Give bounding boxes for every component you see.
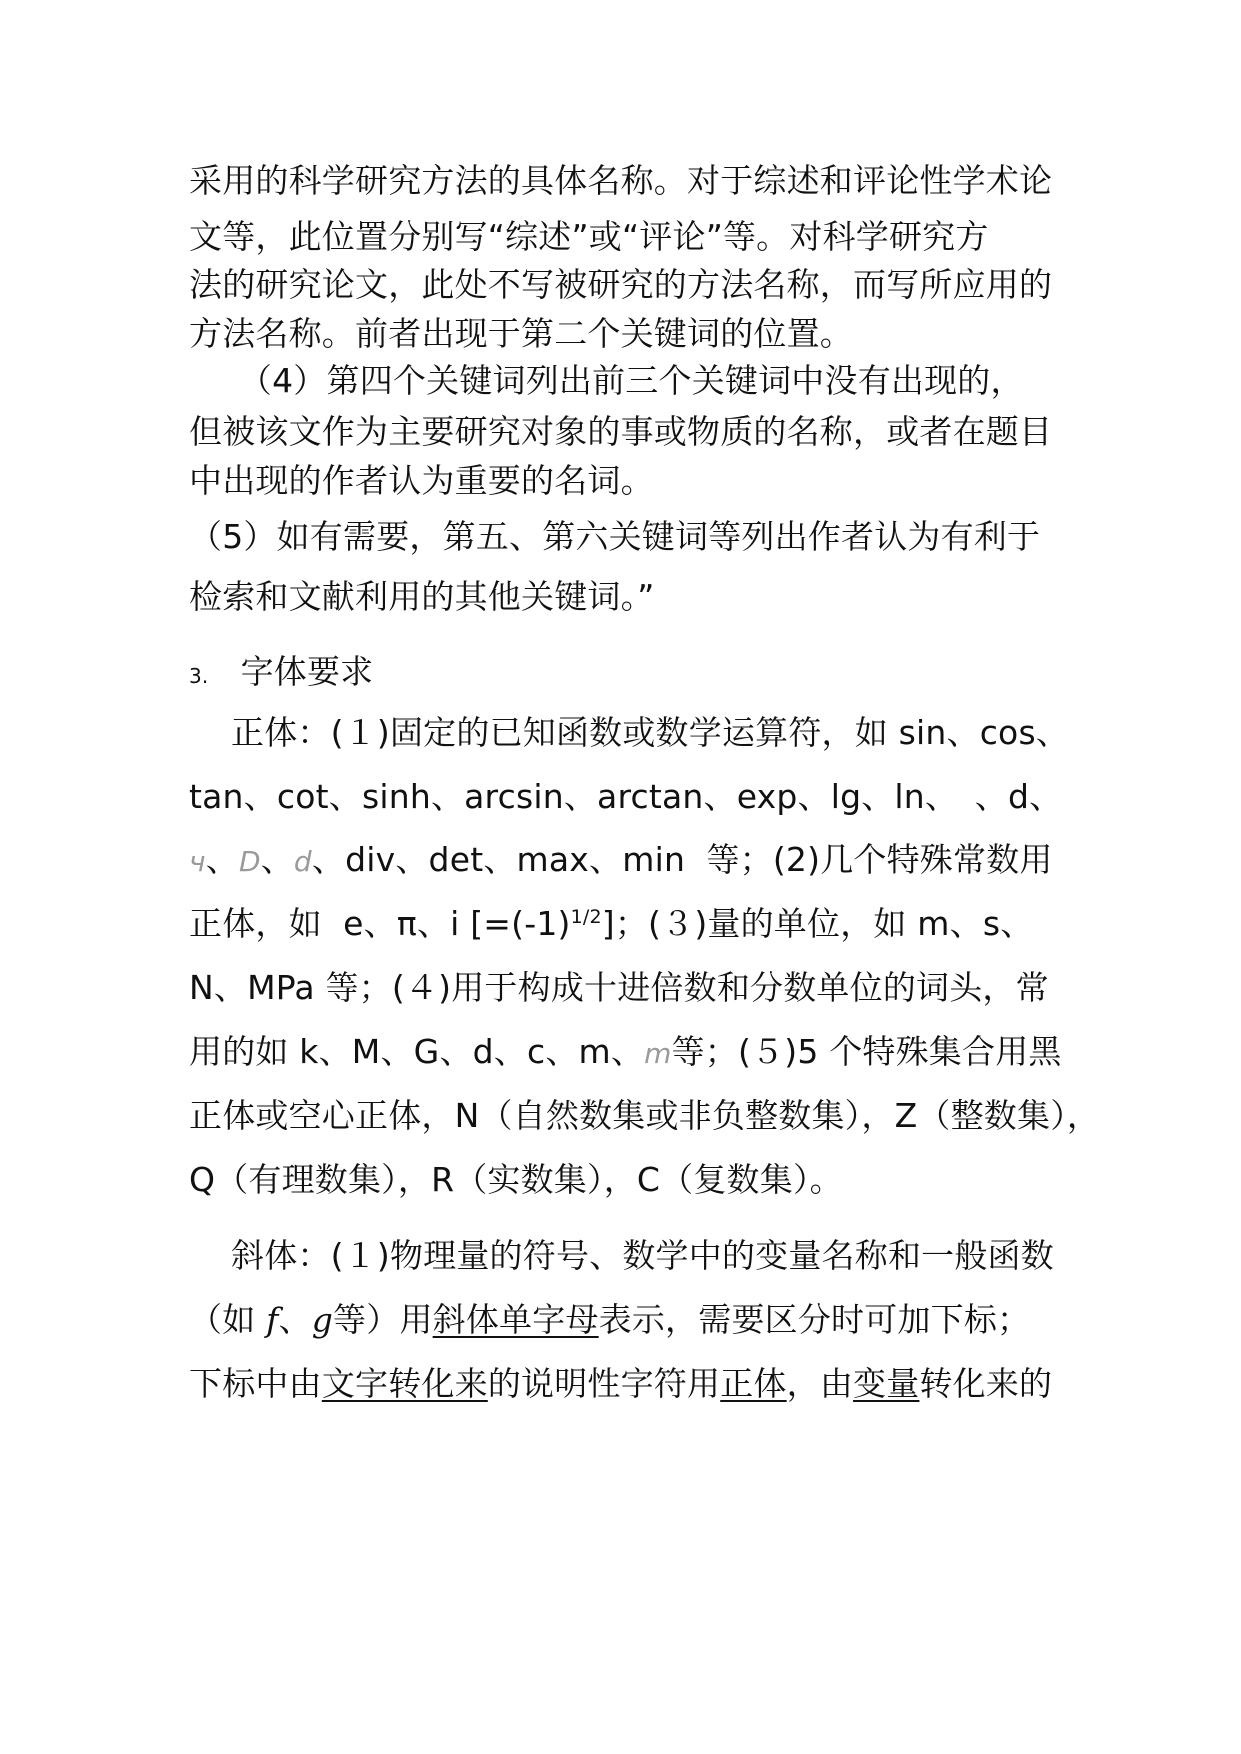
underlined-term: 斜体单字母 <box>432 1300 599 1339</box>
section-heading <box>189 652 1059 696</box>
underlined-term: 正体 <box>720 1364 787 1403</box>
paragraph-line: （如 f、g等）用斜体单字母表示，需要区分时可加下标； <box>189 1300 1031 1339</box>
underlined-term: 变量 <box>853 1364 920 1403</box>
paragraph-line: 斜体：(１)物理量的符号、数学中的变量名称和一般函数 <box>231 1236 1054 1275</box>
paragraph-line: 正体或空心正体，N（自然数集或非负整数集），Z（整数集）， <box>189 1096 1101 1135</box>
paragraph-line: Q（有理数集），R（实数集），C（复数集）。 <box>189 1160 843 1199</box>
paragraph-line: 法的研究论文，此处不写被研究的方法名称，而写所应用的 <box>189 265 1053 304</box>
paragraph-line: N、MPa 等；(４)用于构成十进倍数和分数单位的词头，常 <box>189 968 1049 1007</box>
underlined-term: 文字转化来 <box>321 1364 488 1403</box>
paragraph-line: tan、cot、sinh、arcsin、arctan、exp、lg、ln、 、d、 <box>189 777 1063 816</box>
paragraph-line: 文等，此位置分别写“综述”或“评论”等。对科学研究方 <box>189 217 989 256</box>
superscript: 1/2 <box>570 906 602 928</box>
paragraph-line: （5）如有需要，第五、第六关键词等列出作者认为有利于 <box>189 517 1041 556</box>
symbol-glyph: ч <box>189 845 206 878</box>
section-number: 3. <box>189 664 209 688</box>
paragraph-line: 正体：(１)固定的已知函数或数学运算符，如 sin、cos、 <box>231 713 1070 752</box>
paragraph-line: 正体，如 e、π、i $[=(-1)^{1/2}]$；(３)量的单位，如 m、s、 <box>189 904 1034 943</box>
symbol-glyph: m <box>644 1037 672 1070</box>
symbol-glyph: D <box>238 845 261 878</box>
paragraph-line: 用的如 k、M、G、d、c、m、m等；(５)5 个特殊集合用黑 <box>189 1032 1062 1071</box>
italic-letter: g <box>311 1300 334 1339</box>
paragraph-line: 检索和文献利用的其他关键词。” <box>189 577 655 616</box>
paragraph-line: 采用的科学研究方法的具体名称。对于综述和评论性学术论 <box>189 161 1053 200</box>
paragraph-line: 下标中由文字转化来的说明性字符用正体，由变量转化来的 <box>189 1364 1053 1403</box>
paragraph-line: 方法名称。前者出现于第二个关键词的位置。 <box>189 314 853 353</box>
paragraph-line: 中出现的作者认为重要的名词。 <box>189 461 654 500</box>
paragraph-line: ч、D、d、div、det、max、min 等；(2)几个特殊常数用 <box>189 840 1053 879</box>
italic-letter: f <box>266 1300 279 1339</box>
symbol-glyph: d <box>293 845 312 878</box>
section-title: 字体要求 <box>240 652 374 691</box>
paragraph-line: （4）第四个关键词列出前三个关键词中没有出现的， <box>189 361 1024 400</box>
paragraph-line: 但被该文作为主要研究对象的事或物质的名称，或者在题目 <box>189 412 1053 451</box>
